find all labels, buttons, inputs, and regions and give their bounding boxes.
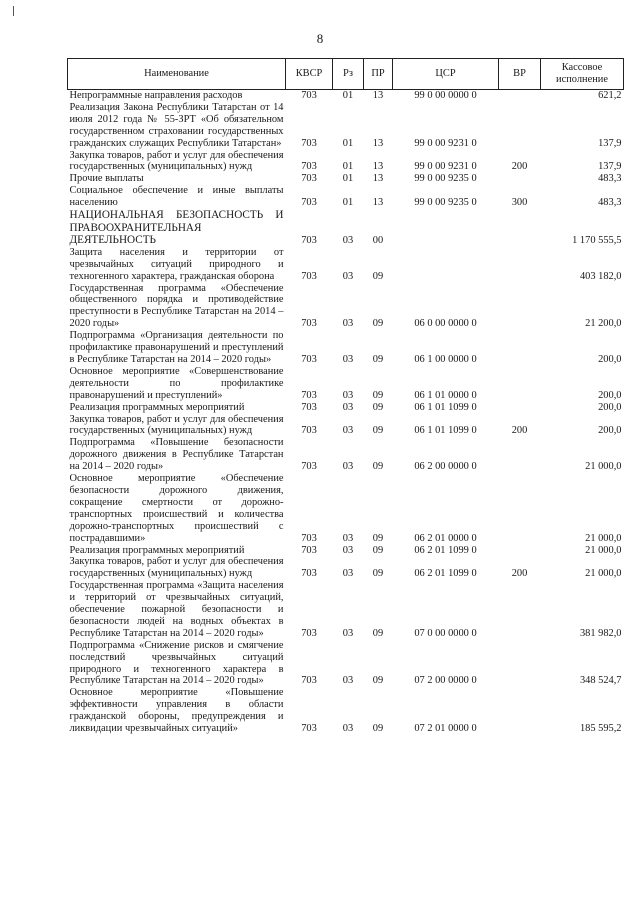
cell-pr: 09	[372, 532, 384, 544]
cell-pr: 13	[372, 197, 384, 209]
cell-name: Защита населения и территории от чрезвычайных ситуаций природного и техногенного характера, гражданская оборона	[69, 246, 284, 282]
cell-kvsr: 703	[301, 461, 317, 473]
cell-name: Реализация программных мероприятий	[69, 401, 245, 413]
cell-csr: 07 2 01 0000 0	[414, 723, 477, 735]
cell-sum: 185 595,2	[579, 723, 622, 735]
cell-name: НАЦИОНАЛЬНАЯ БЕЗОПАСНОСТЬ И ПРАВООХРАНИТЕЛЬНАЯ ДЕЯТЕЛЬНОСТЬ	[69, 209, 284, 247]
cell-name: Непрограммные направления расходов	[69, 90, 243, 101]
cell-pr: 09	[372, 270, 384, 282]
cell-kvsr: 703	[301, 161, 317, 173]
table-row	[68, 687, 624, 735]
table-row	[68, 402, 624, 414]
cell-rz: 03	[342, 532, 354, 544]
cell-sum: 21 000,0	[585, 568, 622, 580]
cell-sum: 21 000,0	[585, 544, 622, 556]
cell-pr: 09	[372, 425, 384, 437]
cell-kvsr: 703	[301, 270, 317, 282]
table-row	[68, 209, 624, 247]
cell-rz: 03	[342, 401, 354, 413]
cell-rz: 03	[342, 461, 354, 473]
table-row	[68, 283, 624, 331]
cell-kvsr: 703	[301, 173, 317, 185]
cell-name: Основное мероприятие «Совершенствование деятельности по профилактике правонарушений и преступлений»	[69, 365, 284, 401]
cell-rz: 01	[342, 173, 354, 185]
cell-vr	[499, 640, 541, 688]
cell-vr: 200	[511, 161, 528, 173]
cell-kvsr: 703	[301, 532, 317, 544]
header-rz: Рз	[333, 59, 364, 90]
cell-pr: 09	[372, 389, 384, 401]
cell-pr: 13	[372, 137, 384, 149]
header-name: Наименование	[68, 59, 286, 90]
cell-csr: 06 1 00 0000 0	[414, 354, 477, 365]
cell-kvsr: 703	[301, 425, 317, 437]
cell-csr: 06 2 00 0000 0	[414, 461, 477, 473]
cell-kvsr: 703	[301, 318, 317, 330]
table-row	[68, 330, 624, 366]
cell-name: Государственная программа «Обеспечение общественного порядка и противодействие преступности в Республике Татарстан на 2014 – 2020 годы»	[69, 282, 284, 330]
table-row	[68, 437, 624, 473]
header-pr: ПР	[364, 59, 393, 90]
cell-pr: 09	[372, 544, 384, 556]
cell-vr	[499, 247, 541, 283]
cell-pr: 13	[372, 161, 384, 173]
cell-rz: 03	[342, 723, 354, 735]
header-kvsr: КВСР	[286, 59, 333, 90]
cell-name: Подпрограмма «Организация деятельности по профилактике правонарушений и преступлений в Республике Татарстан на 2014 – 2020 годы»	[69, 330, 284, 365]
cell-kvsr: 703	[301, 544, 317, 556]
cell-csr: 06 2 01 1099 0	[414, 544, 477, 556]
cell-sum: 200,0	[598, 425, 622, 437]
cell-vr: 200	[511, 425, 528, 437]
cell-pr: 00	[372, 234, 384, 246]
table-row	[68, 247, 624, 283]
budget-execution-table	[67, 58, 624, 735]
cell-rz: 03	[342, 318, 354, 330]
cell-rz: 03	[342, 544, 354, 556]
cell-rz: 01	[342, 197, 354, 209]
table-row	[68, 640, 624, 688]
cell-name: Прочие выплаты	[69, 173, 144, 185]
cell-pr: 13	[372, 90, 384, 101]
cell-sum: 348 524,7	[579, 675, 622, 687]
header-cash-execution: Кассовое исполнение	[541, 59, 624, 90]
table-row	[68, 185, 624, 209]
table-body	[68, 90, 624, 736]
cell-sum: 200,0	[598, 401, 622, 413]
cell-kvsr: 703	[301, 90, 317, 101]
cell-vr	[499, 90, 541, 102]
cell-vr	[499, 173, 541, 185]
cell-rz: 03	[342, 425, 354, 437]
page-number: 8	[316, 31, 324, 46]
header-vr: ВР	[499, 59, 541, 90]
cell-csr: 06 2 01 1099 0	[414, 568, 477, 580]
cell-vr	[499, 402, 541, 414]
cell-kvsr: 703	[301, 234, 317, 246]
cell-name: Основное мероприятие «Повышение эффективности управления в области гражданской обороны, предупреждения и ликвидации чрезвычайных ситуаций»	[69, 687, 284, 735]
cell-name: Закупка товаров, работ и услуг для обеспечения государственных (муниципальных) нужд	[69, 413, 284, 437]
cell-pr: 09	[372, 675, 384, 687]
cell-rz: 03	[342, 389, 354, 401]
cell-csr: 07 2 00 0000 0	[414, 675, 477, 687]
cell-sum: 1 170 555,5	[572, 234, 622, 246]
cell-csr: 99 0 00 9231 0	[414, 161, 477, 173]
cell-name: Подпрограмма «Снижение рисков и смягчение последствий чрезвычайных ситуаций природного и техногенного характера в Республике Татарстан на 2014 – 2020 годы»	[69, 639, 284, 687]
cell-pr: 09	[372, 401, 384, 413]
cell-sum: 137,9	[598, 161, 622, 173]
cell-rz: 03	[342, 568, 354, 580]
cell-kvsr: 703	[301, 627, 317, 639]
cell-kvsr: 703	[301, 675, 317, 687]
cell-pr: 13	[372, 173, 384, 185]
table-row	[68, 473, 624, 544]
cell-csr: 99 0 00 9231 0	[414, 137, 477, 149]
table-row	[68, 556, 624, 580]
cell-csr	[393, 209, 499, 247]
cell-vr: 300	[511, 197, 528, 209]
cell-sum: 381 982,0	[579, 627, 622, 639]
cell-vr	[499, 473, 541, 544]
cell-pr: 09	[372, 723, 384, 735]
cell-vr	[499, 580, 541, 640]
cell-vr	[499, 437, 541, 473]
cell-sum: 403 182,0	[579, 270, 622, 282]
table-header	[68, 59, 624, 90]
cell-pr: 09	[372, 461, 384, 473]
table-row	[68, 580, 624, 640]
cell-kvsr: 703	[301, 389, 317, 401]
cell-name: Государственная программа «Защита населения и территорий от чрезвычайных ситуаций, обеспечение пожарной безопасности и безопасности людей на водных объектах в Республике Татарстан на 2014 – 2020 годы»	[69, 580, 284, 639]
cell-name: Подпрограмма «Повышение безопасности дорожного движения в Республике Татарстан на 2014 – 2020 годы»	[69, 437, 284, 473]
cell-pr: 09	[372, 354, 384, 365]
cell-pr: 09	[372, 318, 384, 330]
header-csr: ЦСР	[393, 59, 499, 90]
cell-vr	[499, 545, 541, 557]
cell-csr	[393, 247, 499, 283]
table-row	[68, 102, 624, 150]
cell-csr: 06 0 00 0000 0	[414, 318, 477, 330]
cell-vr: 200	[511, 568, 528, 580]
cell-pr: 09	[372, 627, 384, 639]
cell-rz: 03	[342, 354, 354, 365]
table-row	[68, 366, 624, 402]
cell-csr: 06 1 01 0000 0	[414, 389, 477, 401]
cell-sum: 21 000,0	[585, 461, 622, 473]
cell-kvsr: 703	[301, 354, 317, 365]
cell-sum: 483,3	[598, 173, 622, 185]
cell-rz: 03	[342, 234, 354, 246]
cell-sum: 483,3	[598, 197, 622, 209]
cell-name: Закупка товаров, работ и услуг для обеспечения государственных (муниципальных) нужд	[69, 149, 284, 173]
scan-corner-mark	[13, 6, 14, 16]
cell-sum: 200,0	[598, 354, 622, 365]
cell-rz: 03	[342, 270, 354, 282]
cell-rz: 01	[342, 137, 354, 149]
cell-vr	[499, 102, 541, 150]
table-row	[68, 173, 624, 185]
cell-name: Реализация Закона Республики Татарстан от 14 июля 2012 года № 55-ЗРТ «Об обязательном государственном страховании государственных гражданских служащих Республики Татарстан»	[69, 101, 284, 149]
cell-kvsr: 703	[301, 197, 317, 209]
cell-rz: 03	[342, 675, 354, 687]
cell-rz: 01	[342, 90, 354, 101]
cell-pr: 09	[372, 568, 384, 580]
table-row	[68, 414, 624, 438]
cell-csr: 06 2 01 0000 0	[414, 532, 477, 544]
cell-kvsr: 703	[301, 568, 317, 580]
cell-csr: 06 1 01 1099 0	[414, 401, 477, 413]
cell-sum: 21 200,0	[585, 318, 622, 330]
cell-kvsr: 703	[301, 723, 317, 735]
cell-sum: 200,0	[598, 389, 622, 401]
table-row	[68, 545, 624, 557]
cell-vr	[499, 283, 541, 331]
table-row	[68, 90, 624, 102]
cell-csr: 06 1 01 1099 0	[414, 425, 477, 437]
cell-rz: 03	[342, 627, 354, 639]
cell-csr: 99 0 00 9235 0	[414, 173, 477, 185]
cell-kvsr: 703	[301, 137, 317, 149]
cell-csr: 99 0 00 0000 0	[414, 90, 477, 101]
cell-csr: 07 0 00 0000 0	[414, 627, 477, 639]
cell-kvsr: 703	[301, 401, 317, 413]
cell-sum: 21 000,0	[585, 532, 622, 544]
cell-name: Закупка товаров, работ и услуг для обеспечения государственных (муниципальных) нужд	[69, 556, 284, 580]
cell-sum: 137,9	[598, 137, 622, 149]
cell-name: Социальное обеспечение и иные выплаты населению	[69, 185, 284, 209]
cell-name: Основное мероприятие «Обеспечение безопасности дорожного движения, сокращение смертности от дорожно-транспортных происшествий и количества дорожно-транспортных происшествий с пострадавшими»	[69, 473, 284, 544]
cell-csr: 99 0 00 9235 0	[414, 197, 477, 209]
cell-vr	[499, 366, 541, 402]
table-row	[68, 150, 624, 174]
cell-vr	[499, 209, 541, 247]
cell-vr	[499, 330, 541, 366]
cell-rz: 01	[342, 161, 354, 173]
cell-vr	[499, 687, 541, 735]
cell-sum: 621,2	[598, 90, 622, 101]
cell-name: Реализация программных мероприятий	[69, 544, 245, 556]
